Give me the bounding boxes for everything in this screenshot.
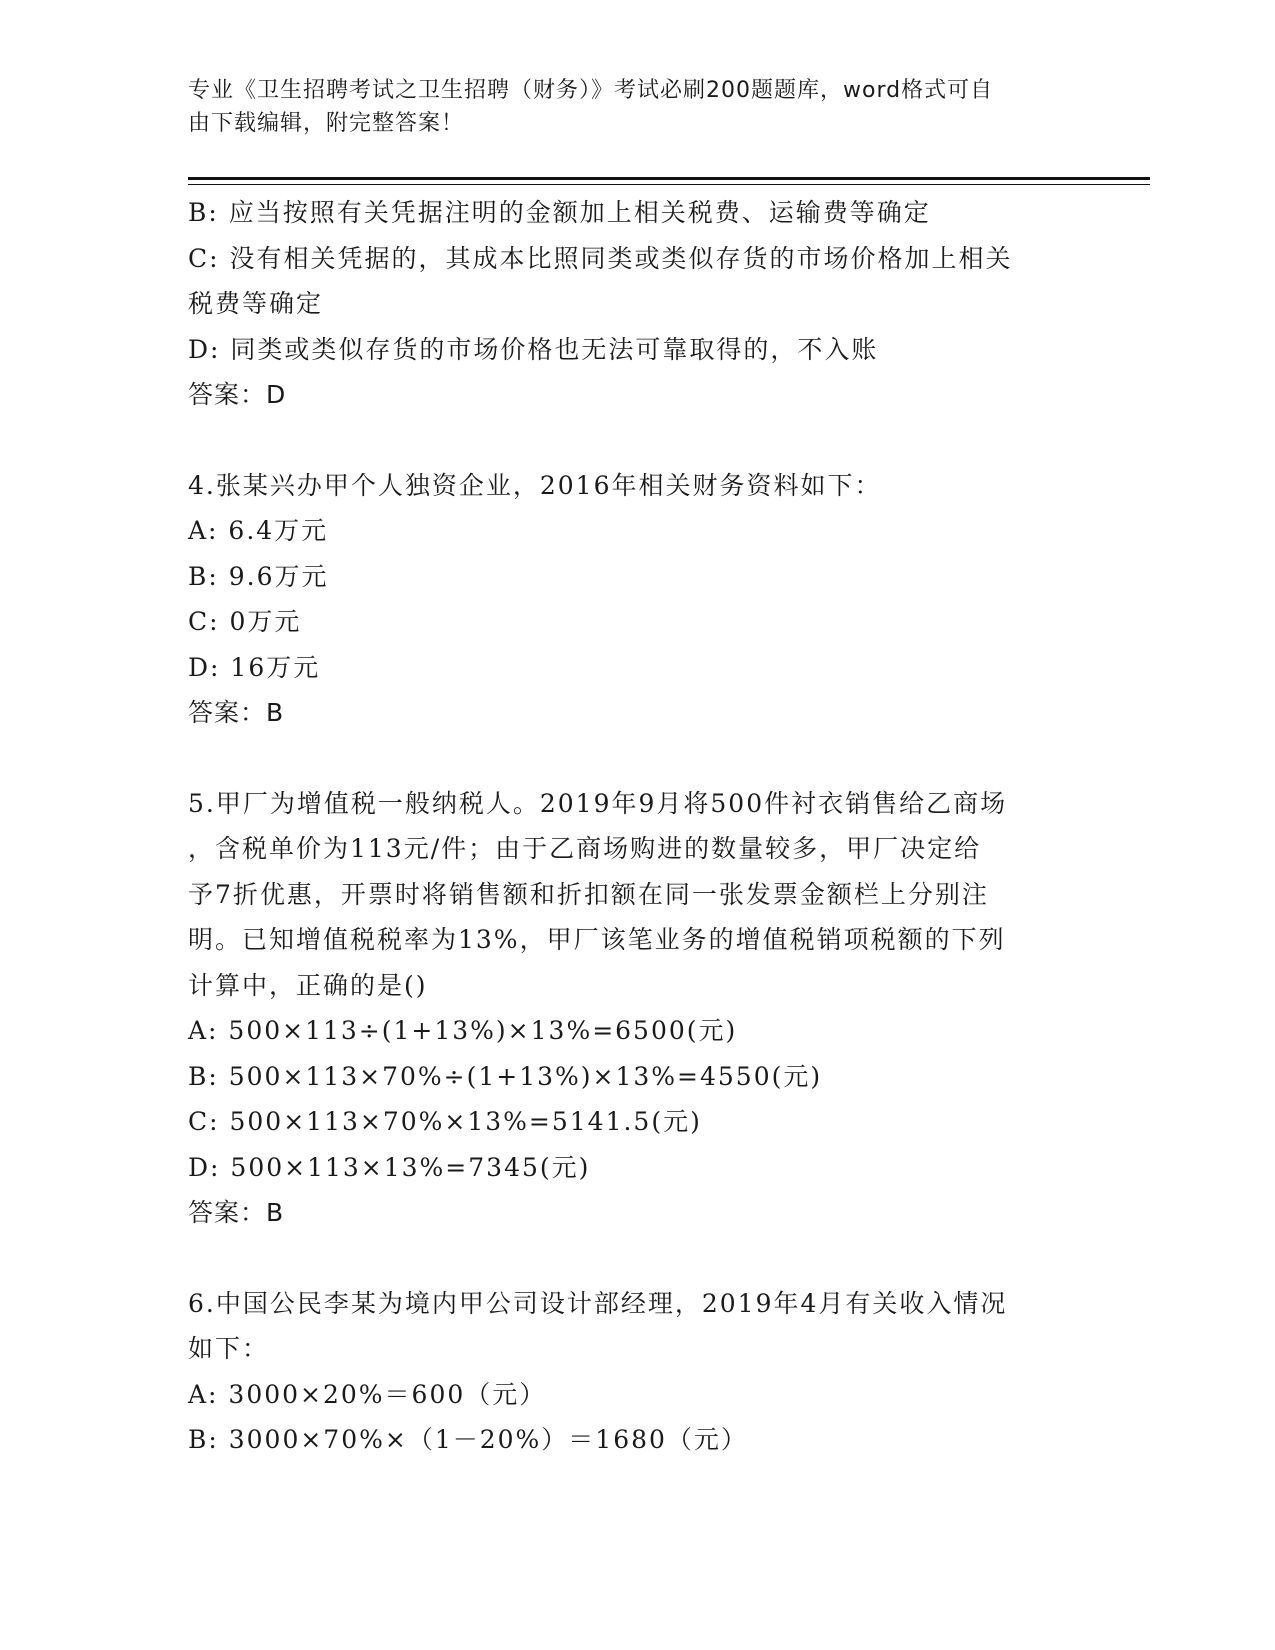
header-line-1: 专业《卫生招聘考试之卫生招聘（财务）》考试必刷200题题库，word格式可自 xyxy=(188,78,994,103)
answer: 答案：B xyxy=(188,698,285,727)
option-d: D: 16万元 xyxy=(188,652,321,682)
spacer xyxy=(188,418,1068,463)
question-6 xyxy=(188,1281,1068,1463)
question-text: 4.张某兴办甲个人独资企业，2016年相关财务资料如下： xyxy=(188,470,882,500)
option-c: C: 500×113×70%×13%=5141.5(元) xyxy=(188,1107,702,1136)
option-d: D: 同类或类似存货的市场价格也无法可靠取得的，不入账 xyxy=(188,334,879,364)
option-c: C: 0万元 xyxy=(188,607,302,636)
question-4 xyxy=(188,463,1068,736)
question-list xyxy=(188,190,1068,1463)
option-d: D: 500×113×13%=7345(元) xyxy=(188,1152,591,1182)
header-divider-thin xyxy=(188,184,1150,185)
question-text: 计算中，正确的是() xyxy=(188,970,428,1000)
option-b: B: 应当按照有关凭据注明的金额加上相关税费、运输费等确定 xyxy=(188,198,931,227)
option-a: A: 500×113÷(1+13%)×13%=6500(元) xyxy=(188,1016,738,1045)
question-text: 6.中国公民李某为境内甲公司设计部经理，2019年4月有关收入情况 xyxy=(188,1288,1008,1318)
option-b: B: 9.6万元 xyxy=(188,561,329,591)
question-text: 予7折优惠，开票时将销售额和折扣额在同一张发票金额栏上分别注 xyxy=(188,879,989,909)
option-c: C: 没有相关凭据的，其成本比照同类或类似存货的市场价格加上相关 xyxy=(188,243,1013,273)
option-a: A: 3000×20%＝600（元） xyxy=(188,1379,547,1409)
header-divider-thick xyxy=(188,177,1150,180)
spacer xyxy=(188,736,1068,781)
question-5 xyxy=(188,781,1068,1236)
header-line-2: 由下载编辑，附完整答案！ xyxy=(188,111,465,136)
option-c-continued: 税费等确定 xyxy=(188,289,324,318)
question-text: 5.甲厂为增值税一般纳税人。2019年9月将500件衬衣销售给乙商场 xyxy=(188,788,1008,818)
option-a: A: 6.4万元 xyxy=(188,516,329,545)
question-text: 明。已知增值税税率为13%，甲厂该笔业务的增值税销项税额的下列 xyxy=(188,925,1006,954)
question-3 xyxy=(188,190,1068,418)
option-b: B: 3000×70%×（1－20%）＝1680（元） xyxy=(188,1425,748,1454)
answer: 答案：B xyxy=(188,1198,285,1227)
option-b: B: 500×113×70%÷(1+13%)×13%=4550(元) xyxy=(188,1061,823,1091)
question-text: ，含税单价为113元/件；由于乙商场购进的数量较多，甲厂决定给 xyxy=(188,834,982,863)
question-text: 如下： xyxy=(188,1334,270,1363)
spacer xyxy=(188,1236,1068,1281)
answer: 答案：D xyxy=(188,380,287,409)
document-header xyxy=(188,74,1068,140)
